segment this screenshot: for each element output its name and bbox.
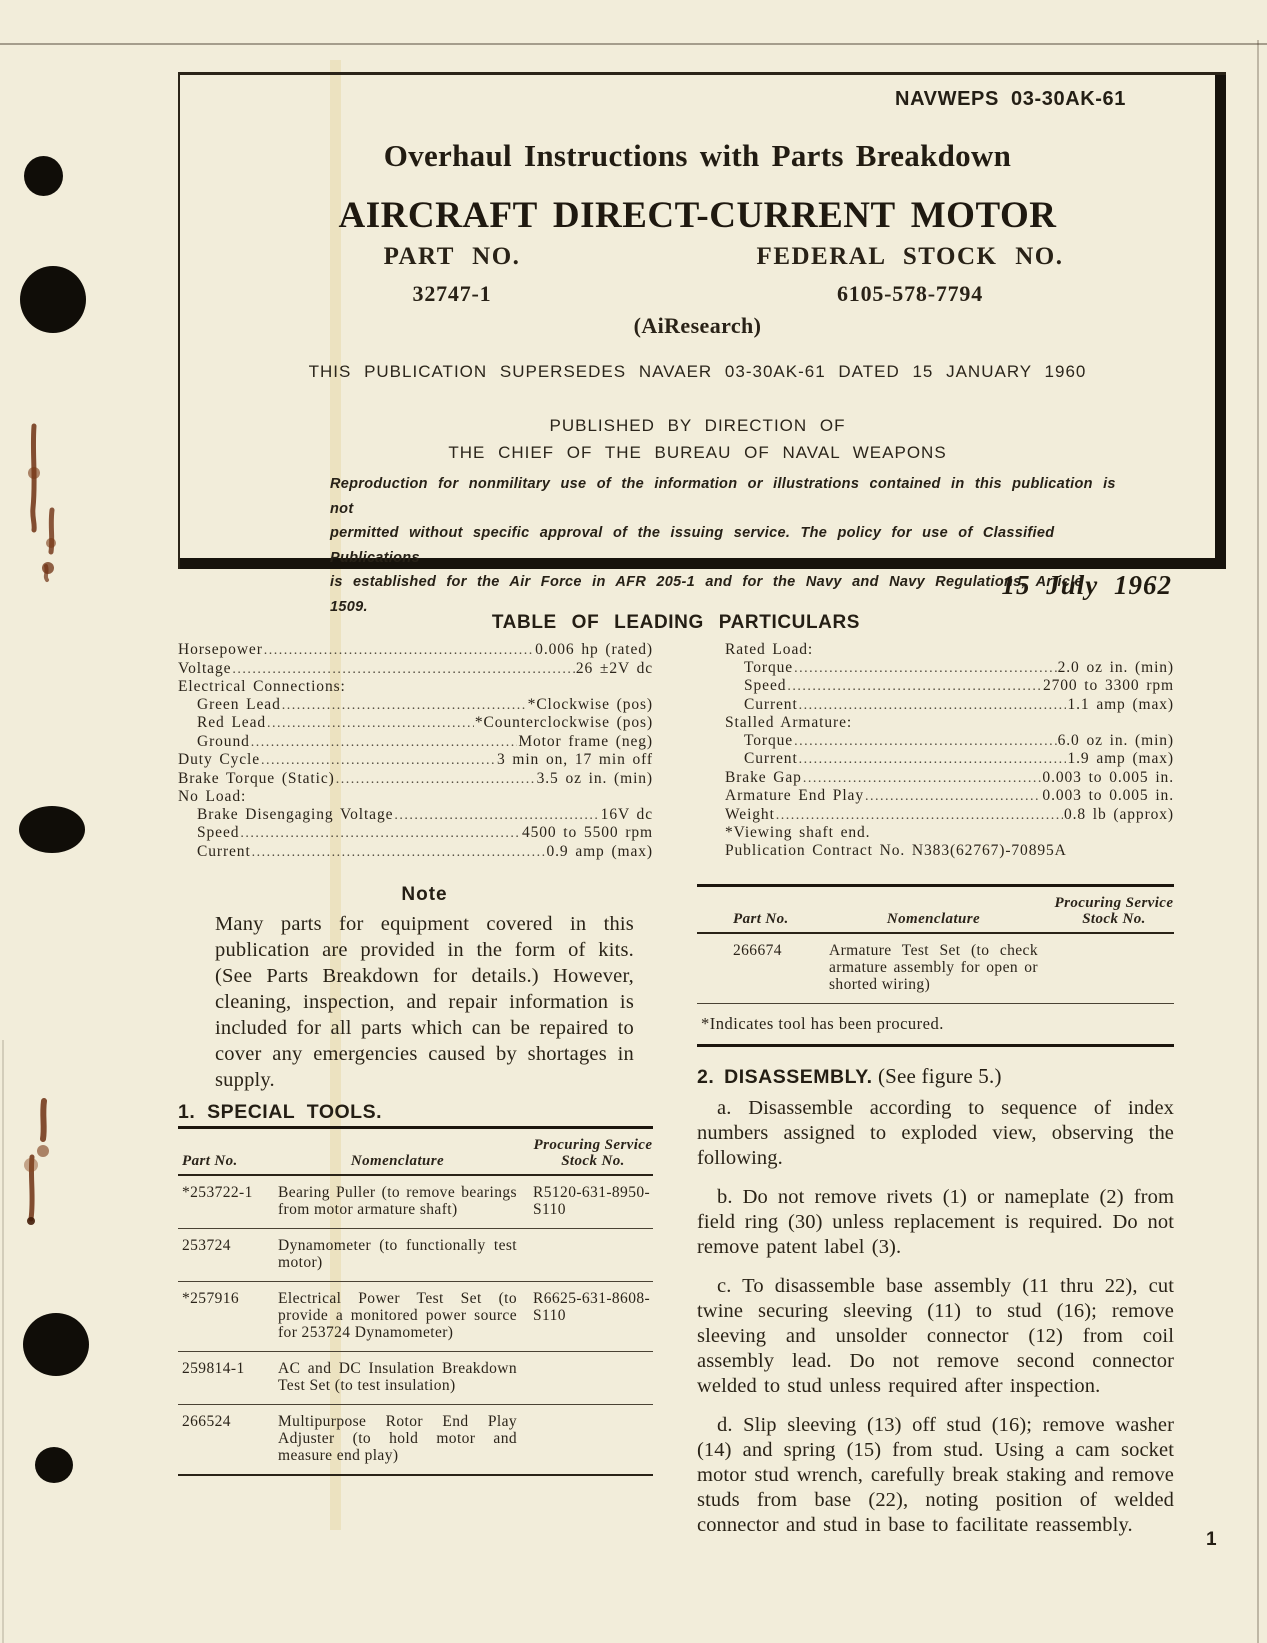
disassembly-paragraph: d. Slip sleeving (13) off stud (16); remove washer (14) and spring (15) from stud. Using a cam socket motor stud wrench, carefully break staking and remove studs from base (22), noting position of welded connector and stud in base to facilitate reassembly. (697, 1414, 1174, 1536)
particular-row (725, 659, 1174, 678)
dotted-leader (865, 787, 1041, 806)
cell-stock-no: R5120-631-8950-S110 (533, 1184, 651, 1218)
dotted-leader (799, 750, 1067, 769)
particular-label: Ground (197, 732, 250, 750)
particular-row (725, 787, 1174, 806)
table-row (178, 1176, 653, 1228)
issue-date: 15 July 1962 (1001, 570, 1172, 600)
particular-row (725, 696, 1174, 715)
particular-value: Motor frame (neg) (518, 732, 653, 750)
particular-row (178, 714, 653, 733)
particular-value: 6.0 oz in. (min) (1057, 731, 1174, 749)
particular-label: Duty Cycle (178, 751, 261, 768)
cell-nomenclature: Dynamometer (to functionally test motor) (278, 1237, 517, 1271)
leading-particulars-left-column (178, 641, 653, 861)
table-row (178, 1351, 653, 1404)
particular-row (725, 677, 1174, 696)
binding-hole (20, 266, 86, 333)
particular-label: Current (744, 750, 798, 767)
particular-value: 3.5 oz in. (min) (536, 769, 653, 787)
particular-label: Armature End Play (725, 787, 864, 804)
leading-particulars-title: TABLE OF LEADING PARTICULARS (491, 612, 861, 633)
particular-row (725, 806, 1174, 825)
particular-label: Brake Disengaging Voltage (197, 805, 394, 823)
dotted-leader (799, 696, 1067, 715)
column-header-stock-line: Stock No. (561, 1153, 625, 1169)
scan-edge-line-left (2, 1040, 4, 1643)
special-tools-heading: 1. SPECIAL TOOLS. (178, 1101, 382, 1123)
disassembly-heading (697, 1064, 1002, 1089)
particular-row (725, 714, 1174, 732)
rust-staple-stain (18, 418, 68, 583)
binding-hole (35, 1447, 73, 1483)
cell-part-no: 266524 (182, 1413, 231, 1430)
column-header-nomenclature: Nomenclature (886, 911, 981, 927)
dotted-leader (264, 641, 534, 660)
particular-label: Voltage (178, 659, 232, 677)
column-header-part-no: Part No. (733, 911, 789, 927)
particular-label: Brake Torque (Static) (178, 769, 335, 787)
particular-value: 26 ±2V dc (575, 659, 653, 677)
cell-nomenclature: Multipurpose Rotor End Play Adjuster (to hold motor and measure end play) (278, 1413, 517, 1464)
dotted-leader (776, 806, 1063, 825)
binding-hole (23, 1313, 89, 1376)
particular-value: 0.006 hp (rated) (535, 641, 653, 658)
particular-row (178, 696, 653, 715)
cell-part-no: 253724 (182, 1237, 231, 1254)
particular-label: Red Lead (197, 714, 267, 731)
scan-edge-line-right (1257, 40, 1259, 1643)
particular-label: Brake Gap (725, 768, 802, 786)
particular-row (178, 660, 653, 679)
cell-stock-no (533, 1413, 653, 1464)
header-box-right-bar (1215, 75, 1226, 569)
binding-hole (24, 156, 63, 196)
particular-row (178, 824, 653, 843)
particular-label: Torque (744, 731, 794, 749)
cell-nomenclature: Electrical Power Test Set (to provide a monitored power source for 253724 Dynamometer) (278, 1290, 517, 1341)
table-row (178, 1281, 653, 1351)
column-header-stock-no (533, 1137, 653, 1169)
column-header-stock-line: Procuring Service (1054, 895, 1174, 911)
dotted-leader (394, 806, 599, 825)
particular-value: 2.0 oz in. (min) (1057, 658, 1174, 676)
reproduction-notice-line: Reproduction for nonmilitary use of the information or illustrations contained in this publication is not (330, 476, 1116, 517)
cell-stock-no (533, 1237, 653, 1271)
manufacturer-name: (AiResearch) (633, 313, 762, 338)
armature-tools-table (697, 884, 1174, 1047)
particular-label: *Viewing shaft end. (725, 824, 871, 841)
dotted-leader (261, 751, 496, 770)
particular-row (178, 751, 653, 770)
particular-value: 1.9 amp (max) (1067, 750, 1174, 767)
part-no-label: PART NO. (383, 243, 521, 270)
particular-row (725, 641, 1174, 659)
table-row (178, 1228, 653, 1281)
particular-value: *Counterclockwise (pos) (474, 714, 653, 731)
published-line-1: PUBLISHED BY DIRECTION OF (549, 416, 846, 435)
particular-label: Publication Contract No. N383(62767)-70895A (725, 841, 1067, 859)
column-header-stock-no (1054, 895, 1174, 927)
particular-value: 1.1 amp (max) (1067, 695, 1174, 713)
dotted-leader (240, 824, 521, 843)
particular-value: *Clockwise (pos) (527, 695, 653, 713)
column-header-stock-line: Stock No. (1082, 911, 1146, 927)
dotted-leader (282, 696, 527, 715)
particular-value: 0.003 to 0.005 in. (1042, 787, 1174, 804)
particular-value: 16V dc (600, 805, 653, 823)
particular-row (725, 824, 1174, 842)
particular-label: Speed (197, 824, 240, 841)
cell-part-no: 259814-1 (182, 1360, 245, 1377)
federal-stock-value: 6105-578-7794 (836, 281, 984, 306)
special-tools-table (178, 1126, 653, 1476)
particular-value: 3 min on, 17 min off (496, 751, 653, 768)
cell-part-no: *253722-1 (182, 1184, 253, 1201)
particular-row (178, 641, 653, 660)
particular-row (725, 842, 1174, 860)
disassembly-paragraph: c. To disassemble base assembly (11 thru 22), cut twine securing sleeving (11) to stud (16); remove sleeving and unsolder connector (12) from coil assembly lead. Do not remove second connector welded to stud unless required after inspection. (697, 1275, 1174, 1397)
particular-label: Speed (744, 677, 787, 694)
particular-label: Horsepower (178, 641, 263, 658)
note-block (215, 884, 634, 1093)
particular-row (178, 806, 653, 825)
disassembly-heading-reference: (See figure 5.) (872, 1064, 1002, 1088)
particular-value: 0.8 lb (approx) (1063, 805, 1174, 823)
dotted-leader (803, 769, 1042, 788)
published-line-2: THE CHIEF OF THE BUREAU OF NAVAL WEAPONS (448, 443, 947, 462)
cell-part-no: *257916 (182, 1290, 240, 1307)
part-no-value: 32747-1 (412, 281, 492, 306)
cell-part-no: 266674 (733, 942, 782, 959)
dotted-leader (251, 733, 518, 752)
federal-stock-label: FEDERAL STOCK NO. (756, 243, 1064, 270)
dotted-leader (267, 714, 474, 733)
rust-staple-stain (16, 1095, 66, 1230)
cell-stock-no: R6625-631-8608-S110 (533, 1290, 651, 1324)
table-row (697, 934, 1174, 1003)
dotted-leader (787, 677, 1042, 696)
particular-row (178, 733, 653, 752)
particular-label: Stalled Armature: (725, 714, 853, 731)
column-header-part-no: Part No. (182, 1153, 238, 1169)
table-header-row (178, 1129, 653, 1176)
dotted-leader (794, 732, 1057, 751)
particular-label: Current (744, 695, 798, 713)
disassembly-paragraph: b. Do not remove rivets (1) or nameplate (2) from field ring (30) unless replacement is required. Do not remove patent label (3). (697, 1186, 1174, 1258)
particular-value: 0.003 to 0.005 in. (1042, 768, 1174, 786)
dotted-leader (232, 660, 574, 679)
column-header-stock-line: Procuring Service (533, 1137, 653, 1153)
particular-row (178, 678, 653, 696)
binding-hole (19, 806, 85, 853)
table-row (178, 1404, 653, 1474)
note-body: Many parts for equipment covered in this publication are provided in the form of kits. (See Parts Breakdown for details.) However, cleaning, inspection, and repair information is included for all parts which can be repaired to cover any emergencies caused by shortages in supply. (215, 913, 634, 1091)
particular-row (725, 732, 1174, 751)
leading-particulars-right-column (697, 641, 1174, 859)
document-subtitle: Overhaul Instructions with Parts Breakdown (383, 138, 1012, 173)
doc-number: NAVWEPS 03-30AK-61 (895, 88, 1126, 110)
particular-row (178, 788, 653, 806)
particular-value: 0.9 amp (max) (546, 842, 653, 860)
particular-label: Rated Load: (725, 641, 814, 658)
cell-nomenclature: Armature Test Set (to check armature assembly for open or shorted wiring) (829, 942, 1038, 993)
particular-row (725, 769, 1174, 788)
document-title: AIRCRAFT DIRECT-CURRENT MOTOR (338, 195, 1057, 236)
dotted-leader (336, 770, 536, 789)
column-header-nomenclature: Nomenclature (350, 1153, 445, 1169)
cell-nomenclature: AC and DC Insulation Breakdown Test Set (to test insulation) (278, 1360, 517, 1394)
particular-row (178, 843, 653, 862)
page-number: 1 (1206, 1529, 1217, 1550)
particular-row (178, 770, 653, 789)
disassembly-heading-number: 2. DISASSEMBLY. (697, 1066, 873, 1088)
scan-edge-line-top (0, 43, 1267, 45)
particular-value: 4500 to 5500 rpm (521, 824, 653, 841)
dotted-leader (252, 843, 546, 862)
note-heading: Note (401, 884, 448, 905)
table-footnote: *Indicates tool has been procured. (697, 1003, 1174, 1044)
reproduction-notice-line: is established for the Air Force in AFR 205-1 and for the Navy and Navy Regulations, Article 1509. (330, 574, 1083, 615)
cell-stock-no (533, 1360, 653, 1394)
table-header-row (697, 887, 1174, 934)
particular-label: No Load: (178, 788, 247, 805)
cell-nomenclature: Bearing Puller (to remove bearings from motor armature shaft) (278, 1184, 517, 1218)
cell-stock-no (1054, 942, 1174, 993)
disassembly-paragraphs (697, 1096, 1174, 1552)
particular-value: 2700 to 3300 rpm (1042, 677, 1174, 694)
particular-label: Current (197, 842, 251, 860)
particular-label: Electrical Connections: (178, 678, 346, 695)
dotted-leader (794, 659, 1057, 678)
supersedes-line: THIS PUBLICATION SUPERSEDES NAVAER 03-30AK-61 DATED 15 JANUARY 1960 (308, 362, 1087, 381)
particular-label: Torque (744, 658, 794, 676)
particular-label: Weight (725, 805, 775, 823)
particular-row (725, 750, 1174, 769)
disassembly-paragraph: a. Disassemble according to sequence of index numbers assigned to exploded view, observing the following. (697, 1097, 1174, 1169)
reproduction-notice-line: permitted without specific approval of the issuing service. The policy for use of Classified Publications (330, 525, 1055, 566)
particular-label: Green Lead (197, 695, 281, 713)
